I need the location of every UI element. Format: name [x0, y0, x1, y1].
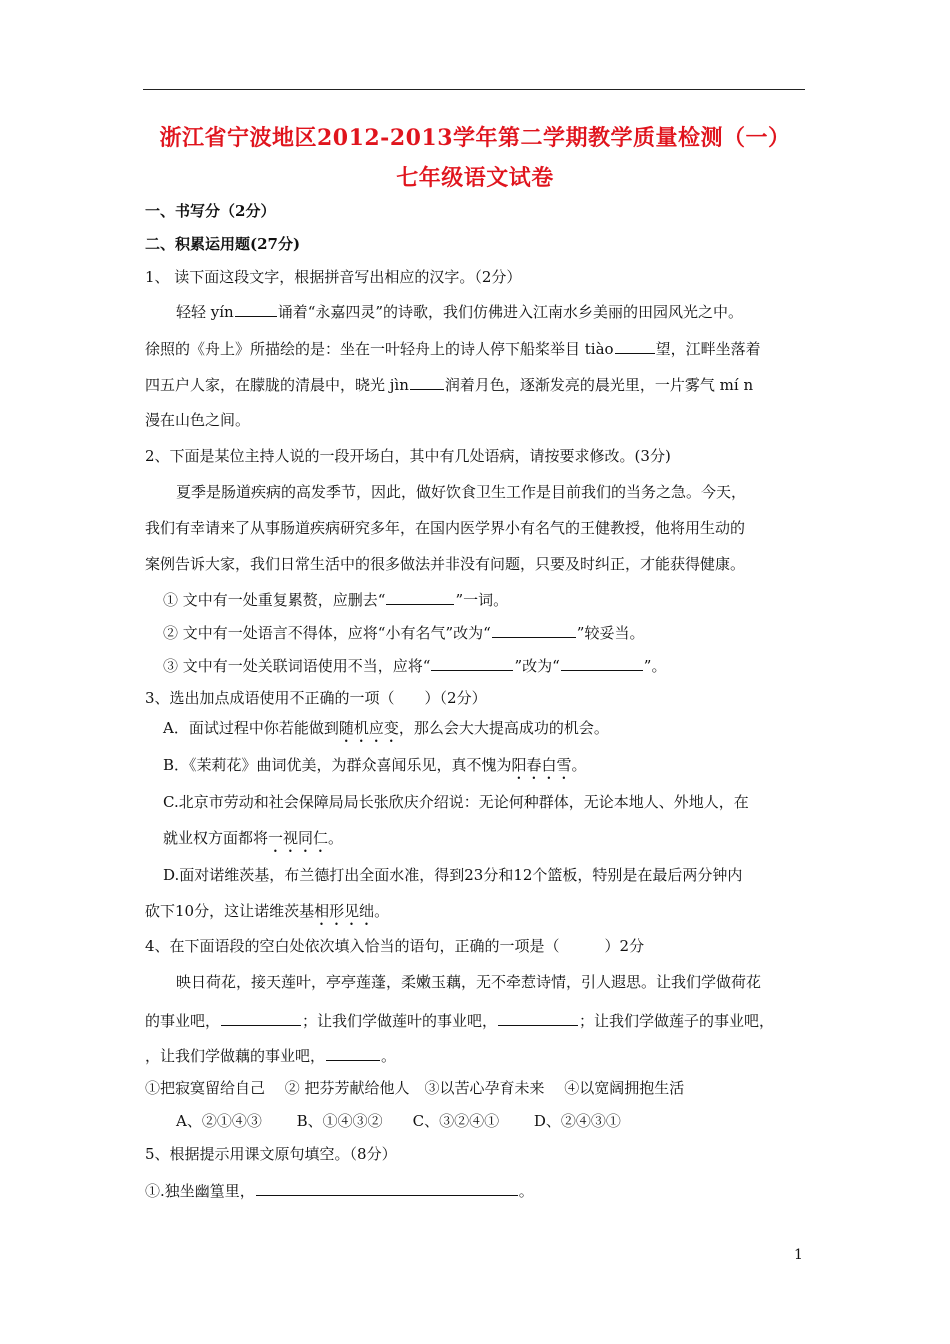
- q2-para-line1: 夏季是肠道疾病的高发季节，因此，做好饮食卫生工作是目前我们的当务之急。今天，: [176, 483, 747, 501]
- q3-a-idiom: 随机应变: [338, 719, 399, 737]
- q4-blank-1: [221, 1010, 301, 1026]
- q3-option-d-line1: D.面对诺维茨基，布兰德打出全面水准，得到23分和12个篮板，特别是在最后两分钟内: [163, 866, 743, 884]
- q4-choices: A、②①④③ B、①④③② C、③②④① D、②④③①: [176, 1112, 621, 1130]
- q2-blank-3: [431, 655, 513, 671]
- q3-b-idiom: 阳春白雪: [511, 756, 572, 774]
- q1-line4: 漫在山色之间。: [145, 411, 251, 429]
- q5-item1: [145, 1180, 534, 1201]
- q3-option-b: [163, 755, 587, 783]
- q5-item1-text: ①.独坐幽篁里，: [145, 1182, 255, 1200]
- q5-item1-end: 。: [518, 1182, 534, 1200]
- q2-sub2-end: ”较妥当。: [576, 624, 645, 642]
- q1-line1: [176, 301, 743, 322]
- q3-stem: 3、选出加点成语使用不正确的一项（ ）（2分）: [145, 689, 487, 707]
- q5-blank-1: [256, 1180, 518, 1196]
- header-rule: [143, 89, 805, 90]
- q3-c-idiom: 一视同仁: [268, 829, 329, 847]
- q2-blank-1: [386, 589, 454, 605]
- q2-sub1-end: ”一词。: [455, 591, 509, 609]
- q1-line1-text: 诵着“永嘉四灵”的诗歌，我们仿佛进入江南水乡美丽的田园风光之中。: [277, 303, 744, 321]
- q4-line2-text: 的事业吧，: [145, 1012, 221, 1030]
- q2-blank-2: [492, 622, 576, 638]
- q3-option-a: [163, 718, 609, 746]
- q1-line2: [145, 338, 761, 359]
- q4-stem: 4、在下面语段的空白处依次填入恰当的语句，正确的一项是（ ）2分: [145, 937, 645, 955]
- q1-line1-pinyin: 轻轻 yín: [176, 303, 234, 321]
- q2-sub3-text: ③ 文中有一处关联词语使用不当，应将“: [163, 657, 431, 675]
- q3-a-text: A．面试过程中你若能做到: [163, 719, 339, 737]
- q3-d-text: 砍下10分，这让诺维茨基: [145, 902, 315, 920]
- q4-para-line1: 映日荷花，接天莲叶，亭亭莲蓬，柔嫩玉藕，无不牵惹诗情，引人遐思。让我们学做荷花: [176, 973, 762, 991]
- q3-option-c-line2: [163, 828, 343, 856]
- page-number: 1: [794, 1247, 803, 1263]
- q3-a-end: ，那么会大大提高成功的机会。: [398, 719, 609, 737]
- q2-sub3-end: ”。: [643, 657, 667, 675]
- q1-line3: [145, 374, 753, 395]
- q4-line2-end: ；让我们学做莲子的事业吧，: [579, 1012, 775, 1030]
- q1-blank-3: [410, 374, 444, 390]
- q5-stem: 5、根据提示用课文原句填空。（8分）: [145, 1145, 397, 1163]
- q3-d-end: 。: [374, 902, 390, 920]
- q4-blank-3: [326, 1045, 380, 1061]
- q4-line2-mid: ；让我们学做莲叶的事业吧，: [302, 1012, 498, 1030]
- q4-para-line2: [145, 1010, 774, 1031]
- q2-sub2: [163, 622, 644, 643]
- q2-para-line3: 案例告诉大家，我们日常生活中的很多做法并非没有问题，只要及时纠正，才能获得健康。: [145, 555, 746, 573]
- q4-options: ①把寂寞留给自己 ② 把芬芳献给他人 ③以苦心孕育未来 ④以宽阔拥抱生活: [145, 1079, 685, 1097]
- q1-line2-text: 徐照的《舟上》所描绘的是：坐在一叶轻舟上的诗人停下船桨举目 tiào: [145, 340, 614, 358]
- section-1-heading: 一、书写分（2分）: [145, 202, 276, 220]
- q1-line2-text-b: 望，江畔坐落着: [655, 340, 761, 358]
- q1-stem: 1、 读下面这段文字，根据拼音写出相应的汉字。（2分）: [145, 268, 522, 286]
- q2-sub2-text: ② 文中有一处语言不得体，应将“小有名气”改为“: [163, 624, 491, 642]
- q1-line3-text-b: 润着月色，逐渐发亮的晨光里，一片雾气 mí n: [444, 376, 754, 394]
- q2-sub3-mid: ”改为“: [514, 657, 560, 675]
- q4-para-line3: [145, 1045, 396, 1066]
- page-title: 浙江省宁波地区2012-2013学年第二学期教学质量检测（一）七年级语文试卷: [159, 125, 791, 191]
- q2-sub3: [163, 655, 666, 676]
- q2-blank-4: [561, 655, 643, 671]
- q2-para-line2: 我们有幸请来了从事肠道疾病研究多年，在国内医学界小有名气的王健教授，他将用生动的: [145, 519, 746, 537]
- q3-d-idiom: 相形见绌: [314, 902, 375, 920]
- section-2-heading: 二、积累运用题(27分): [145, 235, 301, 253]
- q2-stem: 2、下面是某位主持人说的一段开场白，其中有几处语病，请按要求修改。(3分): [145, 447, 671, 465]
- q2-sub1-text: ① 文中有一处重复累赘，应删去“: [163, 591, 386, 609]
- q4-blank-2: [498, 1010, 578, 1026]
- q3-option-d-line2: [145, 901, 389, 929]
- q3-option-c-line1: C.北京市劳动和社会保障局局长张欣庆介绍说：无论何种群体，无论本地人、外地人，在: [163, 793, 749, 811]
- q1-line3-text: 四五户人家，在朦胧的清晨中，晓光 jìn: [145, 376, 409, 394]
- q1-blank-2: [615, 338, 655, 354]
- q2-sub1: [163, 589, 508, 610]
- q1-blank-1: [235, 301, 277, 317]
- q4-line3-text: ，让我们学做藕的事业吧，: [145, 1047, 326, 1065]
- q3-c-text: 就业权方面都将: [163, 829, 269, 847]
- q3-b-text: B．《茉莉花》曲词优美，为群众喜闻乐见，真不愧为: [163, 756, 512, 774]
- q4-line3-end: 。: [381, 1047, 397, 1065]
- q3-c-end: 。: [328, 829, 344, 847]
- q3-b-end: 。: [571, 756, 587, 774]
